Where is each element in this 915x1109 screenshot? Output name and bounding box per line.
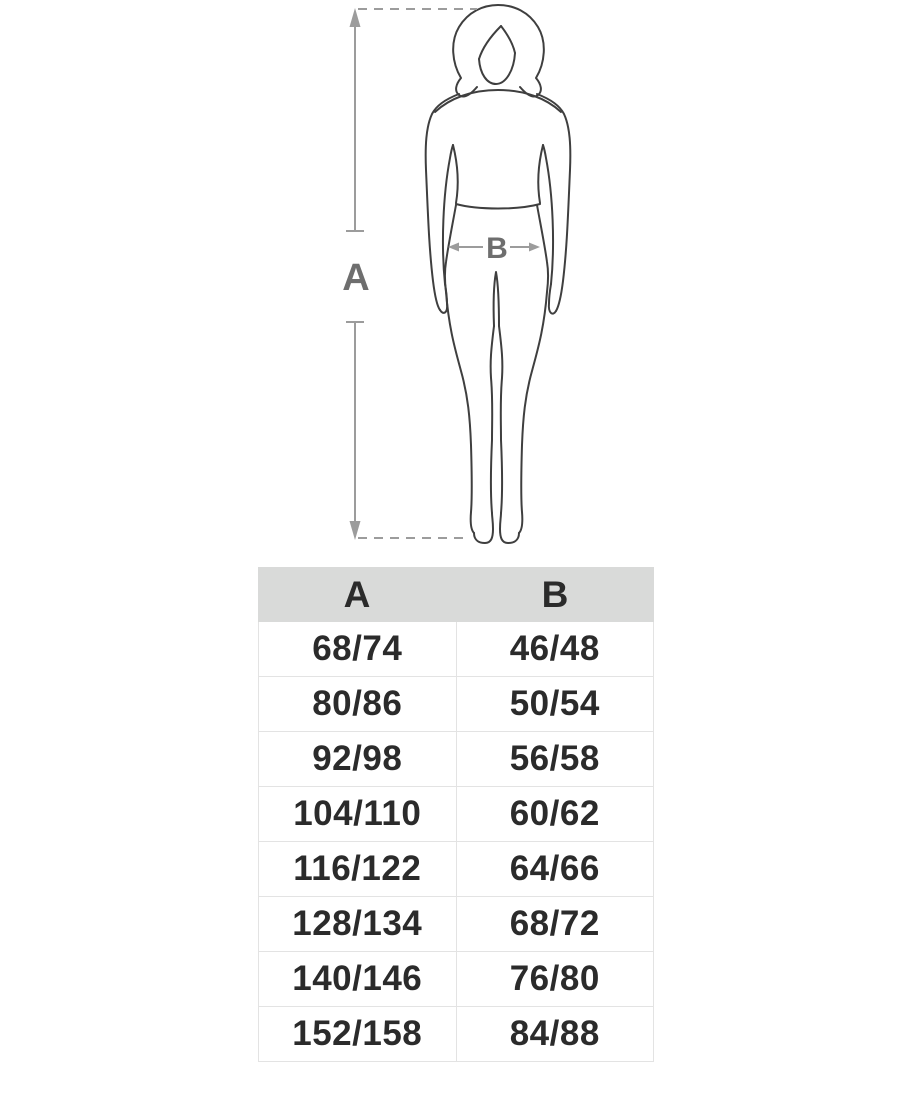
- measure-label-a: A: [342, 257, 370, 299]
- figure-hair-part-right: [501, 26, 515, 53]
- cell-a: 116/122: [259, 842, 457, 896]
- cell-b: 84/88: [509, 1014, 600, 1053]
- size-table-header: [258, 567, 654, 622]
- table-row: [259, 731, 653, 786]
- cell-a: 104/110: [259, 787, 457, 841]
- table-row: [259, 841, 653, 896]
- table-row: [259, 951, 653, 1006]
- figure-shoulder-line: [435, 90, 561, 112]
- figure-right-arm-outer: [537, 94, 570, 311]
- cell-a: 128/134: [259, 897, 457, 951]
- cell-b: 60/62: [509, 794, 600, 833]
- figure-right-foot: [500, 513, 519, 543]
- table-row: [259, 786, 653, 841]
- measure-label-b: B: [486, 232, 508, 265]
- figure-waistline: [456, 204, 540, 209]
- figure-left-leg-outer: [445, 205, 474, 533]
- figure-face: [479, 53, 515, 84]
- size-table: [258, 567, 654, 1062]
- figure-torso-right: [538, 145, 543, 203]
- cell-b: 68/72: [509, 904, 600, 943]
- cell-b: 46/48: [509, 629, 600, 668]
- cell-b: 50/54: [509, 684, 600, 723]
- figure-hair-part-left: [479, 26, 501, 59]
- size-table-body: [258, 622, 654, 1062]
- figure-crotch-seam: [494, 272, 499, 326]
- figure-left-leg-inner: [491, 326, 494, 513]
- table-row: [259, 622, 653, 676]
- figure-right-hand: [549, 284, 556, 314]
- cell-a: 140/146: [259, 952, 457, 1006]
- cell-a: 80/86: [259, 677, 457, 731]
- table-row: [259, 1006, 653, 1061]
- figure-torso-left: [453, 145, 458, 203]
- figure-right-leg-outer: [519, 205, 548, 533]
- arrow-right-icon: [529, 243, 540, 252]
- cell-b: 64/66: [509, 849, 600, 888]
- woman-outline-figure: [426, 5, 571, 543]
- figure-right-leg-inner: [499, 326, 502, 513]
- cell-a: 152/158: [259, 1007, 457, 1061]
- col-header-b: B: [541, 573, 569, 615]
- cell-b: 56/58: [509, 739, 600, 778]
- col-header-a: A: [343, 573, 371, 615]
- figure-left-arm-outer: [426, 94, 459, 310]
- cell-a: 92/98: [259, 732, 457, 786]
- figure-left-arm-inner: [443, 145, 453, 284]
- table-row: [259, 676, 653, 731]
- cell-b: 76/80: [509, 959, 600, 998]
- cell-a: 68/74: [259, 622, 457, 676]
- width-measure-b: [448, 232, 540, 265]
- figure-left-foot: [474, 513, 493, 543]
- table-row: [259, 896, 653, 951]
